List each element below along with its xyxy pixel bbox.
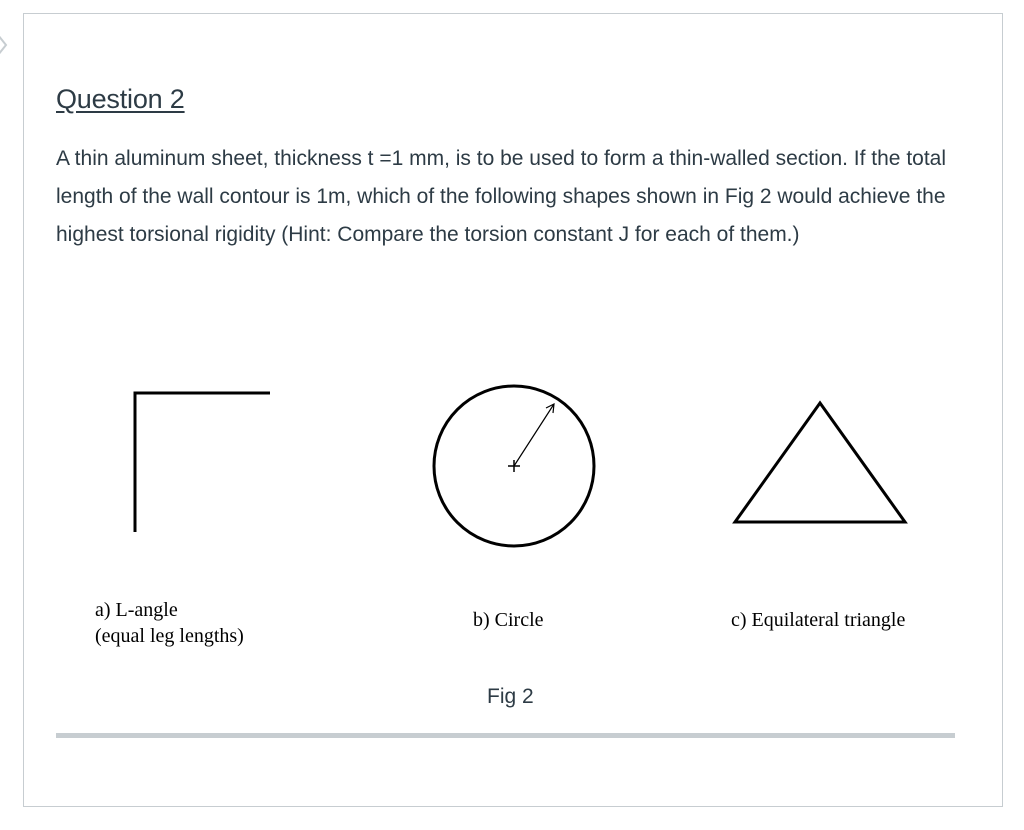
chevron-right-icon[interactable] — [0, 30, 10, 60]
shape-label-a-line2: (equal leg lengths) — [95, 625, 244, 647]
divider — [56, 733, 955, 738]
question-title: Question 2 — [56, 84, 185, 114]
shape-label-a-line1: a) L-angle — [95, 599, 178, 621]
triangle-icon — [735, 403, 905, 522]
l-angle-icon — [135, 393, 270, 532]
circle-icon — [434, 386, 594, 546]
shape-label-b: b) Circle — [473, 609, 544, 631]
question-text: A thin aluminum sheet, thickness t =1 mm, is to be used to form a thin-walled section. If the total length of the wall contour is 1m, which of the following shapes shown in Fig 2 would achieve the highest torsional rigidity (Hint: Compare the torsion constant J for each of them.) — [56, 147, 947, 246]
figure-caption: Fig 2 — [487, 685, 534, 708]
question-card — [23, 13, 1003, 807]
shape-label-c: c) Equilateral triangle — [731, 609, 906, 631]
shape-label-a — [95, 597, 244, 649]
